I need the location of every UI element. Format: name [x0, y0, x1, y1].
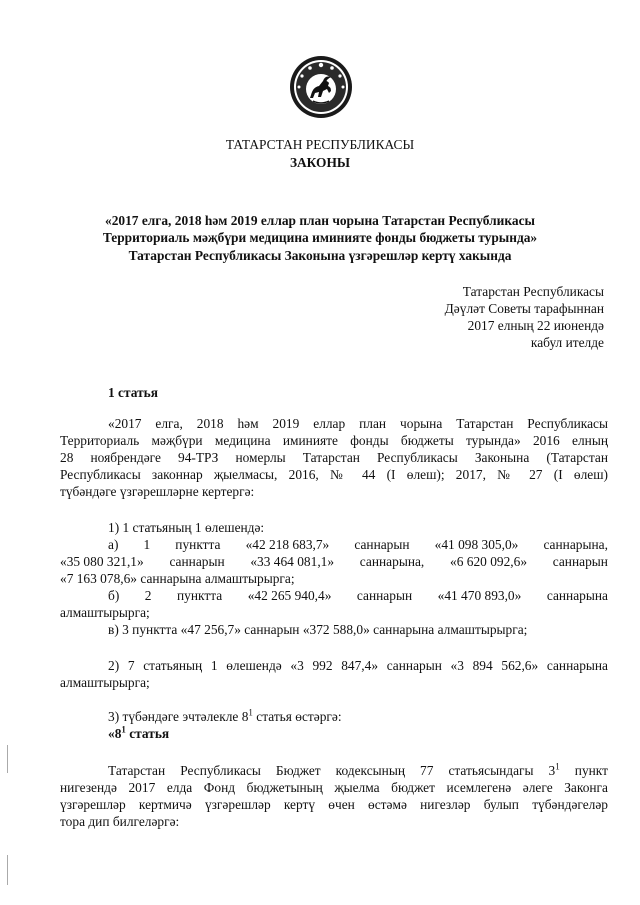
law-title-line: «2017 елга, 2018 һәм 2019 еллар план чорына Татарстан Республикасы [105, 213, 535, 228]
word: «6 620 092,6» [450, 554, 528, 569]
intro-line: Территориаль мәҗбүри медицина иминияте фонды бюджеты турында» 2016 елның [60, 433, 608, 448]
paragraph-line: тора дип билгеләргә: [60, 814, 180, 829]
word: б) [108, 588, 120, 603]
word: «33 464 081,1» [250, 554, 335, 569]
article-8-1-paragraph [60, 762, 608, 830]
word: 2 [144, 588, 152, 603]
law-title-line: Территориаль мәҗбүри медицина иминияте фонды бюджеты турында» [102, 230, 538, 245]
scan-margin-mark [7, 745, 8, 773]
article-heading: 1 статья [108, 385, 158, 400]
word: саннарын [354, 537, 410, 552]
word: пунктта [175, 537, 221, 552]
paragraph-line [60, 762, 608, 779]
item-v-line: в) 3 пунктта «47 256,7» саннарын «372 588,0» саннарына алмаштырырга; [108, 622, 528, 637]
item-3-text: статья өстәргә: [252, 709, 342, 724]
item-a-line: «7 163 078,6» саннарына алмаштырырга; [60, 571, 295, 586]
word: саннарын [356, 588, 413, 603]
law-heading: ЗАКОНЫ [289, 155, 351, 170]
heading-text: «8 [108, 726, 122, 741]
intro-line: Республикасы законнар җыелмасы, 2016, № 44 (I өлеш); 2017, № 27 (I өлеш) [60, 467, 608, 482]
item-b-line [108, 587, 608, 604]
word: а) [108, 537, 119, 552]
text: пункт [559, 763, 608, 778]
paragraph-line: үзгәрешләр кертмичә үзгәрешләр кертү өчен өстәмә нигезләр булып түбәндәгеләр [60, 797, 608, 812]
law-title-line: Татарстан Республикасы Законына үзгәрешләр кертү хакында [128, 248, 512, 263]
item-2-line: 2) 7 статьяның 1 өлешендә «3 992 847,4» саннарын «3 894 562,6» саннарына [108, 658, 608, 673]
republic-heading: ТАТАРСТАН РЕСПУБЛИКАСЫ [225, 137, 415, 152]
item-a-line [108, 536, 608, 553]
item-a-line [60, 553, 608, 570]
heading-text: статья [125, 726, 170, 741]
superscript: 1 [555, 761, 560, 772]
adoption-line: 2017 елның 22 июнендә [467, 318, 604, 333]
adoption-line: кабул ителде [530, 335, 604, 350]
item-3-text: 3) түбәндәге эчтәлекле 8 [108, 709, 249, 724]
intro-line: 28 ноябрендәге 94-ТРЗ номерлы Татарстан Республикасы Законына (Татарстан [60, 450, 608, 465]
adoption-line: Татарстан Республикасы [462, 284, 604, 299]
word: саннарын [169, 554, 225, 569]
item-1: 1) 1 статьяның 1 өлешендә: [108, 520, 265, 535]
word: саннарына [546, 588, 608, 603]
item-2-line: алмаштырырга; [60, 675, 150, 690]
word: «42 265 940,4» [247, 588, 332, 603]
word: 1 [143, 537, 151, 552]
word: «41 098 305,0» [434, 537, 519, 552]
item-b-line: алмаштырырга; [60, 605, 150, 620]
scan-margin-mark [7, 855, 8, 885]
word: пунктта [177, 588, 223, 603]
superscript: 1 [121, 724, 126, 735]
adoption-line: Дәүләт Советы тарафыннан [444, 301, 604, 316]
article-8-1-heading [108, 725, 169, 742]
intro-line: түбәндәге үзгәрешләрне кертергә: [60, 484, 255, 499]
word: саннарына, [543, 537, 608, 552]
word: саннарына, [359, 554, 425, 569]
intro-paragraph [60, 415, 608, 500]
intro-line: «2017 елга, 2018 һәм 2019 еллар план чорына Татарстан Республикасы [108, 416, 608, 431]
superscript: 1 [248, 707, 253, 718]
word: саннарын [552, 554, 608, 569]
paragraph-line: нигезендә 2017 елда Фонд бюджетының җыелма бюджет исемлегенә әлеге Законга [60, 780, 608, 795]
tatarstan-emblem-icon [289, 55, 353, 119]
word: «35 080 321,1» [60, 554, 144, 569]
text: Татарстан Республикасы Бюджет кодексының 77 статьясындагы 3 [108, 763, 556, 778]
word: «41 470 893,0» [437, 588, 522, 603]
word: «42 218 683,7» [245, 537, 330, 552]
item-3 [108, 708, 342, 725]
